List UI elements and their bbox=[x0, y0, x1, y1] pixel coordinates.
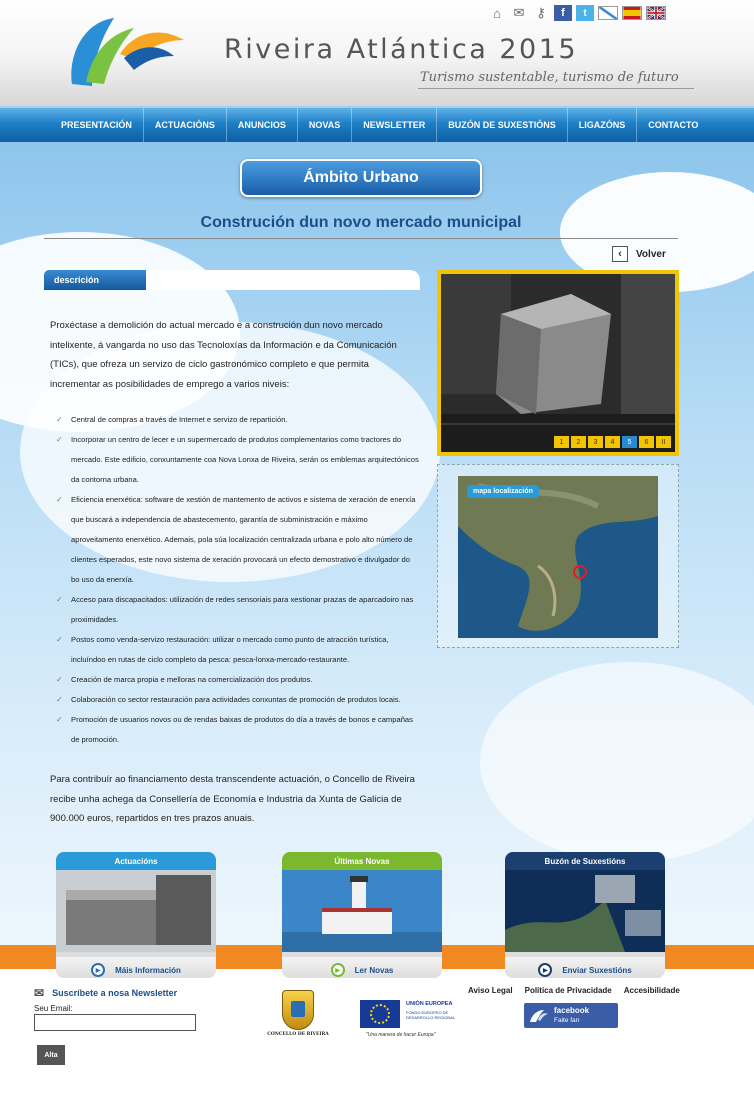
list-item: ✓ Postos como venda-servizo restauración: utilizar o mercado como punto de atracción turística, incluíndoo en rutas de ciclo completo da pesca: pesca-lonxa-mercado-restaurante. bbox=[50, 630, 420, 670]
footer-link-accesibilidade[interactable]: Accesibilidade bbox=[623, 986, 680, 995]
slider-page-6[interactable]: 6 bbox=[639, 436, 654, 448]
main-nav bbox=[0, 106, 754, 142]
newsletter-title: Suscríbete a nosa Newsletter bbox=[52, 988, 178, 998]
lighthouse-photo bbox=[282, 870, 442, 952]
mail-icon[interactable]: ✉ bbox=[513, 5, 525, 20]
map-box bbox=[437, 464, 679, 648]
feature-list bbox=[50, 410, 420, 750]
eu-feder-logo[interactable] bbox=[360, 998, 460, 1042]
slider-page-4[interactable]: 4 bbox=[605, 436, 620, 448]
newsletter-heading bbox=[34, 986, 177, 1000]
facebook-icon[interactable]: f bbox=[554, 5, 572, 21]
tagline-rule bbox=[418, 88, 694, 89]
list-item: ✓ Central de compras a través de Internet e servizo de repartición. bbox=[50, 410, 420, 430]
twitter-icon[interactable]: t bbox=[576, 5, 594, 21]
slider-pause-button[interactable]: II bbox=[656, 436, 671, 448]
list-item: ✓ Acceso para discapacitados: utilización de redes sensoriais para xestionar prazas de aparcadoiro nas proximidades. bbox=[50, 590, 420, 630]
facebook-fan-button[interactable] bbox=[524, 1003, 618, 1028]
footer-link-privacidade[interactable]: Política de Privacidade bbox=[524, 986, 612, 995]
facebook-sub-label: Faite fan bbox=[554, 1016, 580, 1024]
list-item: ✓ Creación de marca propia e melloras na comercialización dos produtos. bbox=[50, 670, 420, 690]
slider-page-1[interactable]: 1 bbox=[554, 436, 569, 448]
description-content bbox=[50, 316, 420, 829]
slider-page-5[interactable]: 5 bbox=[622, 436, 637, 448]
card-heading: Buzón de Suxestións bbox=[505, 852, 665, 870]
subscribe-button[interactable]: Alta bbox=[37, 1045, 65, 1065]
back-button[interactable] bbox=[612, 246, 666, 262]
nav-item-actuacions[interactable]: ACTUACIÓNS bbox=[144, 108, 227, 142]
card-heading: Últimas Novas bbox=[282, 852, 442, 870]
list-item: ✓ Incorporar un centro de lecer e un supermercado de produtos complementarios como tractores do mercado. Este edificio, conxuntamente coa Nova Lonxa de Riveira, serán os emblemas arquitectónicos da contorna urbana. bbox=[50, 430, 420, 490]
back-label: Volver bbox=[636, 248, 666, 260]
slider-page-3[interactable]: 3 bbox=[588, 436, 603, 448]
satellite-map-image bbox=[458, 476, 658, 638]
list-item: ✓ Eficiencia enerxética: software de xestión de mantemento de activos e sistema de xeración de enerxía que buscará a independencia de abastecemento, garantía de subministración e máximo aproveitamento enerxético. Ademais, pola súa localización centralizada urbana e polo alto número de clientes esperados, este novo sistema de xeración provocará un efecto demostrativo e divulgador do bo uso da enerxía. bbox=[50, 490, 420, 590]
card-link-mais-informacion[interactable] bbox=[56, 957, 216, 978]
closing-paragraph: Para contribuír ao financiamento desta transcendente actuación, o Concello de Riveira recibe unha achega da Consellería de Economía e Industria da Xunta de Galicia de 900.000 euros, repartidos en tres prazos anuais. bbox=[50, 774, 415, 824]
mail-icon: ✉ bbox=[34, 986, 45, 1000]
card-link-ler-novas[interactable] bbox=[282, 957, 442, 978]
play-icon: ▶ bbox=[331, 963, 345, 977]
nav-item-buzon[interactable]: BUZÓN DE SUXESTIÓNS bbox=[437, 108, 568, 142]
back-arrow-icon: ‹ bbox=[612, 246, 628, 262]
site-logo-small-icon bbox=[524, 1003, 554, 1028]
title-divider bbox=[44, 238, 678, 239]
card-link-label: Ler Novas bbox=[354, 965, 394, 975]
cloud-shape bbox=[480, 662, 754, 862]
map-label: mapa localización bbox=[467, 485, 539, 498]
play-icon: ▶ bbox=[91, 963, 105, 977]
section-pill: Ámbito Urbano bbox=[240, 159, 482, 197]
card-ultimas-novas bbox=[282, 852, 442, 978]
card-link-label: Máis Información bbox=[115, 965, 181, 975]
slider-page-2[interactable]: 2 bbox=[571, 436, 586, 448]
list-item: ✓ Colaboración co sector restauración para actividades conxuntas de promoción de produtos locais. bbox=[50, 690, 420, 710]
photo-slider bbox=[437, 270, 679, 456]
site-tagline: Turismo sustentable, turismo de futuro bbox=[420, 70, 679, 85]
coat-of-arms-icon bbox=[282, 990, 314, 1030]
nav-item-anuncios[interactable]: ANUNCIOS bbox=[227, 108, 298, 142]
nav-item-ligazons[interactable]: LIGAZÓNS bbox=[568, 108, 638, 142]
home-icon[interactable]: ⌂ bbox=[493, 5, 501, 21]
nav-item-newsletter[interactable]: NEWSLETTER bbox=[352, 108, 437, 142]
card-actuacions bbox=[56, 852, 216, 978]
uk-flag-icon[interactable] bbox=[646, 6, 666, 20]
description-tab-bar bbox=[44, 270, 420, 290]
eu-title: UNIÓN EUROPEA bbox=[406, 1001, 453, 1007]
footer-links bbox=[468, 986, 680, 995]
collage-photo bbox=[505, 870, 665, 952]
nav-item-presentacion[interactable]: PRESENTACIÓN bbox=[50, 108, 144, 142]
footer-link-aviso-legal[interactable]: Aviso Legal bbox=[468, 986, 513, 995]
concello-caption: CONCELLO DE RIVEIRA bbox=[267, 1032, 329, 1037]
slider-pagination bbox=[554, 436, 671, 448]
location-map[interactable] bbox=[458, 476, 658, 638]
play-icon: ▶ bbox=[538, 963, 552, 977]
top-utility-bar bbox=[488, 5, 666, 21]
card-heading: Actuacións bbox=[56, 852, 216, 870]
market-render-image bbox=[441, 274, 675, 452]
key-icon[interactable]: ⚷ bbox=[536, 5, 546, 20]
email-input[interactable] bbox=[34, 1014, 196, 1031]
site-header bbox=[0, 0, 754, 106]
concello-logo[interactable] bbox=[266, 990, 330, 1046]
construction-photo bbox=[56, 870, 216, 952]
site-title: Riveira Atlántica 2015 bbox=[224, 34, 579, 65]
eu-motto: "Una manera de hacer Europa" bbox=[366, 1032, 436, 1038]
card-link-enviar-suxestions[interactable] bbox=[505, 957, 665, 978]
eu-flag-icon bbox=[360, 1000, 400, 1028]
galicia-flag-icon[interactable] bbox=[598, 6, 618, 20]
spain-flag-icon[interactable] bbox=[622, 6, 642, 20]
nav-item-contacto[interactable]: CONTACTO bbox=[648, 120, 699, 130]
eu-subtitle: FONDO EUROPEO DE DESARROLLO REGIONAL bbox=[406, 1010, 456, 1020]
intro-paragraph: Proxéctase a demolición do actual mercado e a construción dun novo mercado intelixente, á vangarda no uso das Tecnoloxías da Información e da Comunicación (TICs), que ofreza un servizo de ciclo gastronómico completo e que permita incrementar as posibilidades de emprego a varios niveis: bbox=[50, 320, 397, 390]
card-link-label: Enviar Suxestións bbox=[562, 965, 632, 975]
site-logo[interactable] bbox=[64, 14, 190, 92]
email-label: Seu Email: bbox=[34, 1004, 73, 1013]
card-buzon-suxestions bbox=[505, 852, 665, 978]
description-tab[interactable]: descrición bbox=[44, 270, 146, 290]
list-item: ✓ Promoción de usuarios novos ou de rendas baixas de produtos do día a través de bonos e campañas de promoción. bbox=[50, 710, 420, 750]
page-title: Construción dun novo mercado municipal bbox=[200, 214, 522, 231]
nav-item-novas[interactable]: NOVAS bbox=[298, 108, 352, 142]
market-render-photo[interactable] bbox=[441, 274, 675, 452]
facebook-label: facebook bbox=[554, 1005, 590, 1015]
